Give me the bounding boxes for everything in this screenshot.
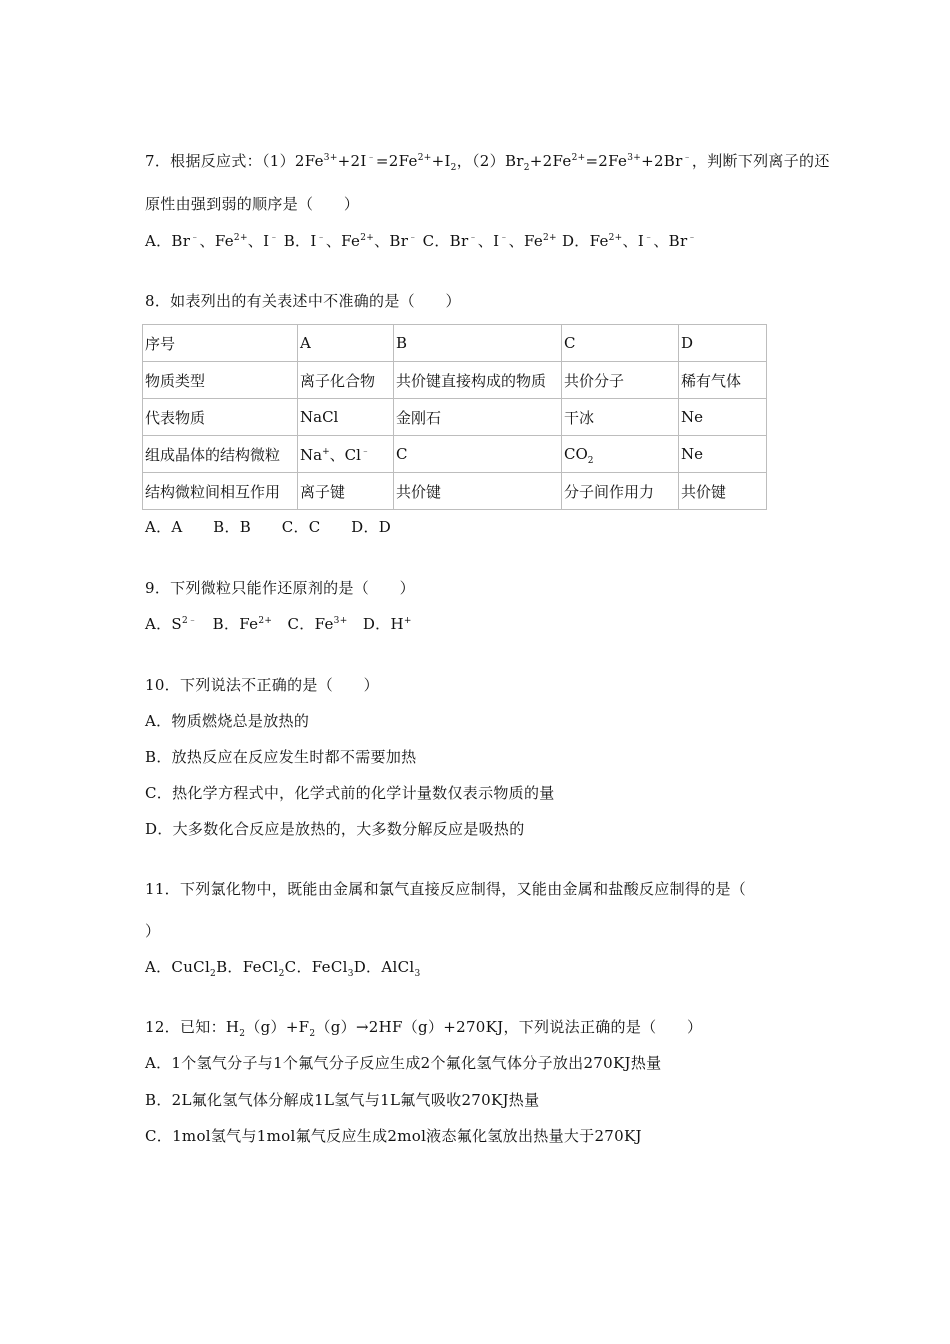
table-cell: 共价键直接构成的物质	[394, 362, 562, 399]
q10-option-b: B．放热反应在反应发生时都不需要加热	[145, 748, 417, 766]
table-cell: 金刚石	[394, 399, 562, 436]
table-cell: 离子键	[298, 473, 394, 510]
table-cell: 序号	[143, 325, 298, 362]
table-cell: 共价键	[394, 473, 562, 510]
table-cell: 代表物质	[143, 399, 298, 436]
q7-options: A．Br﹣、$Fe^{2+}$、I﹣ B．I﹣、$Fe^{2+}$、Br﹣ C．Br﹣、I﹣、$Fe^{2+}$ D．$Fe^{2+}$、I﹣、Br﹣	[145, 232, 697, 250]
table-cell: 离子化合物	[298, 362, 394, 399]
table-cell: C	[562, 325, 679, 362]
table-cell: 分子间作用力	[562, 473, 679, 510]
table-cell: NaCl	[298, 399, 394, 436]
q11-options: A．CuCl$_2$B．FeCl$_2$C．FeCl$_3$D．AlCl$_3$	[145, 958, 421, 979]
table-cell: 共价分子	[562, 362, 679, 399]
q8-options: A．A B．B C．C D．D	[145, 518, 392, 536]
q7-stem-line1: 7．根据反应式：$(1)2Fe^{3+}+2I^﹣=2Fe^{2+}+I_2$，$(2)Br_2+2Fe^{2+}=2Fe^{3+}+2Br^﹣$，判断下列离子的还	[145, 152, 830, 173]
table-cell: Ne	[679, 399, 767, 436]
q12-option-c: C．1mol氢气与1mol氟气反应生成2mol液态氟化氢放出热量大于270KJ	[145, 1127, 642, 1145]
q7-stem-line2: 原性由强到弱的顺序是（ ）	[145, 195, 360, 213]
table-row	[143, 362, 767, 399]
table-cell: A	[298, 325, 394, 362]
q11-stem-line1: 11．下列氯化物中，既能由金属和氯气直接反应制得，又能由金属和盐酸反应制得的是（	[145, 880, 747, 898]
q8-table	[142, 324, 767, 510]
table-cell: $CO_2$	[562, 436, 679, 473]
q10-option-d: D．大多数化合反应是放热的，大多数分解反应是吸热的	[145, 820, 525, 838]
table-cell: B	[394, 325, 562, 362]
table-row	[143, 473, 767, 510]
table-row	[143, 399, 767, 436]
table-row	[143, 436, 767, 473]
table-cell: Na+、Cl﹣	[298, 436, 394, 473]
table-cell: D	[679, 325, 767, 362]
q10-stem: 10．下列说法不正确的是（ ）	[145, 676, 379, 694]
table-cell: 干冰	[562, 399, 679, 436]
q12-stem: 12．已知：$H_2(g)+F_2(g)\to 2HF(g)+270KJ$，下列说法正确的是（ ）	[145, 1018, 703, 1039]
q12-option-b: B．2L氟化氢气体分解成1L氢气与1L氟气吸收270KJ热量	[145, 1091, 540, 1109]
q10-option-a: A．物质燃烧总是放热的	[145, 712, 310, 730]
q10-option-c: C．热化学方程式中，化学式前的化学计量数仅表示物质的量	[145, 784, 555, 802]
q9-stem: 9．下列微粒只能作还原剂的是（ ）	[145, 579, 415, 597]
q12-option-a: A．1个氢气分子与1个氟气分子反应生成2个氟化氢气体分子放出270KJ热量	[145, 1054, 662, 1072]
table-cell: 稀有气体	[679, 362, 767, 399]
table-cell: 组成晶体的结构微粒	[143, 436, 298, 473]
q8-stem: 8．如表列出的有关表述中不准确的是（ ）	[145, 292, 461, 310]
table-cell: Ne	[679, 436, 767, 473]
q9-options: A．$S^{2﹣}$ B．$Fe^{2+}$ C．$Fe^{3+}$ D．H+	[145, 615, 412, 633]
table-row	[143, 325, 767, 362]
q11-stem-line2: ）	[145, 922, 161, 940]
table-cell: C	[394, 436, 562, 473]
table-cell: 结构微粒间相互作用	[143, 473, 298, 510]
table-cell: 物质类型	[143, 362, 298, 399]
table-cell: 共价键	[679, 473, 767, 510]
